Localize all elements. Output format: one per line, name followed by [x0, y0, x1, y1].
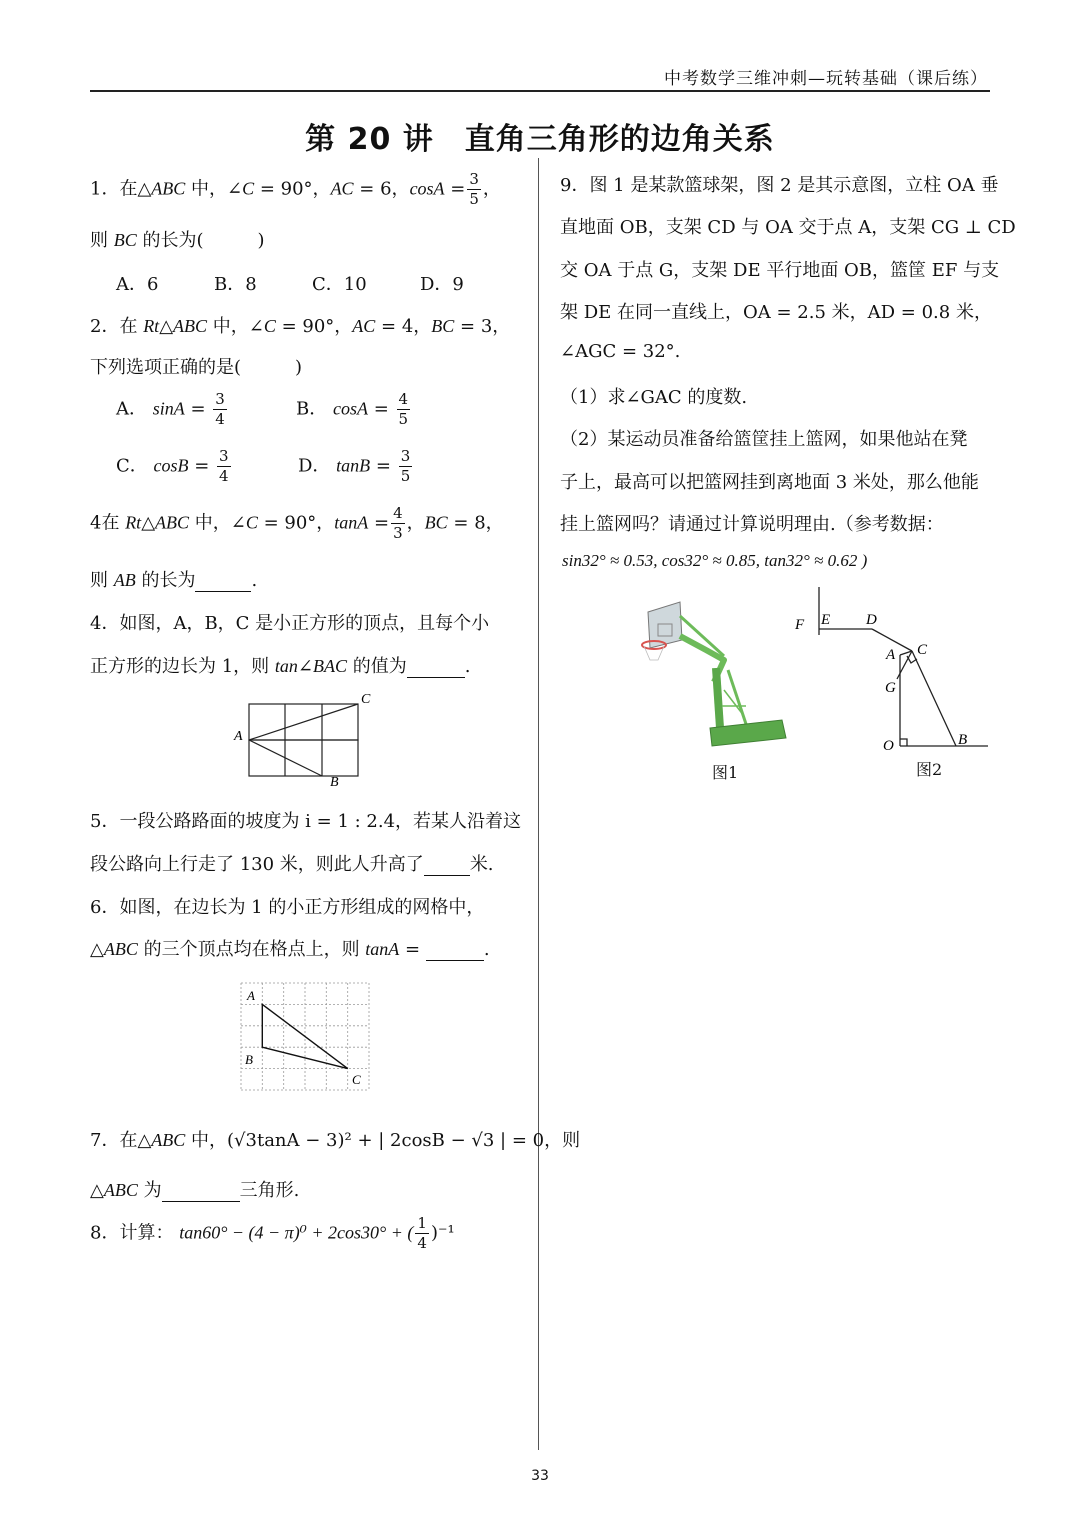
q7-line2: △ABC 为 三角形.: [90, 1180, 300, 1201]
fig2-label-a: A: [886, 647, 896, 663]
q4-line2: 正方形的边长为 1，则 tan∠BAC 的值为 .: [90, 656, 471, 677]
q5-line1: 5．一段公路路面的坡度为 i = 1 : 2.4，若某人沿着这: [90, 811, 522, 832]
q9-line4: 架 DE 在同一直线上，OA = 2.5 米，AD = 0.8 米，: [560, 302, 992, 323]
q1-fraction: $\frac{3}{5}$: [469, 170, 479, 208]
q9-figure1-basketball-stand: [636, 598, 796, 750]
q2-option-c: C． cosB = $\frac{3}{4}$: [116, 447, 229, 485]
q6-grid-figure: [238, 980, 374, 1092]
q9-line3: 交 OA 于点 G，支架 DE 平行地面 OB，篮筐 EF 与支: [560, 260, 1000, 281]
q9-figure2-caption: 图2: [916, 760, 943, 779]
q9-line5: ∠AGC = 32°.: [560, 341, 681, 362]
q9-part2-line3: 挂上篮网吗？请通过计算说明理由.（参考数据：: [560, 514, 944, 535]
q9-part1: （1）求∠GAC 的度数.: [560, 387, 748, 408]
q5-line2: 段公路向上行走了 130 米，则此人升高了 米.: [90, 854, 494, 875]
fig2-label-o: O: [883, 738, 894, 754]
q2-option-b: B． cosA = $\frac{4}{5}$: [296, 390, 409, 428]
q4-segment-ac: [249, 704, 358, 740]
q6-label-c: C: [352, 1072, 361, 1087]
lesson-title: 第 20 讲 直角三角形的边角关系: [305, 122, 775, 157]
header-rule: [90, 90, 990, 92]
segment-cb: [912, 651, 956, 746]
q9-line1: 9．图 1 是某款篮球架，图 2 是其示意图，立柱 OA 垂: [560, 175, 999, 196]
q6-line2: △ABC 的三个顶点均在格点上，则 tanA = .: [90, 939, 490, 960]
q6-label-a: A: [247, 988, 255, 1003]
q2-line1: 2．在 Rt△ABC 中，∠C = 90°，AC = 4，BC = 3，: [90, 316, 511, 337]
q9-part2-line1: （2）某运动员准备给篮筐挂上篮网，如果他站在凳: [560, 429, 968, 450]
support-pole: [716, 668, 720, 728]
q4-label-b: B: [330, 775, 339, 790]
q4-label-a: A: [234, 729, 243, 744]
q9-line2: 直地面 OB，支架 CD 与 OA 交于点 A，支架 CG ⊥ CD: [560, 217, 1016, 238]
q2-line2: 下列选项正确的是( ): [90, 357, 303, 378]
q1-line1: 1．在△ABC 中，∠C = 90°，AC = 6，cosA = $\frac{3}{5}$ ，: [90, 170, 501, 208]
q4-line1: 4．如图，A，B，C 是小正方形的顶点，且每个小: [90, 613, 490, 634]
q2-option-d: D． tanB = $\frac{3}{5}$: [298, 447, 411, 485]
q3-line2: 则 AB 的长为 .: [90, 570, 258, 591]
q1-option-a: A．6: [116, 274, 159, 295]
q1-option-c: C．10: [312, 274, 367, 295]
q2-option-a: A． sinA = $\frac{3}{4}$: [116, 390, 225, 428]
column-divider: [538, 158, 539, 1450]
q6-label-b: B: [245, 1052, 253, 1067]
q9-figure1-caption: 图1: [712, 763, 739, 782]
q1-line2: 则 BC 的长为( ): [90, 230, 265, 251]
q6-line1: 6．如图，在边长为 1 的小正方形组成的网格中，: [90, 897, 485, 918]
fig2-label-e: E: [821, 612, 831, 628]
fig2-label-g: G: [885, 680, 896, 696]
q9-part2-line2: 子上，最高可以把篮网挂到离地面 3 米处，那么他能: [560, 472, 979, 493]
fig2-label-d: D: [866, 612, 877, 628]
q6-triangle-abc: [262, 1004, 347, 1068]
segment-cg: [897, 651, 912, 679]
page-number: 33: [531, 1468, 549, 1484]
fig2-label-f: F: [795, 617, 805, 633]
q9-reference-data: sin32° ≈ 0.53, cos32° ≈ 0.85, tan32° ≈ 0.62 ): [562, 551, 868, 570]
running-header: 中考数学三维冲刺—玩转基础（课后练）: [664, 69, 988, 89]
q1-option-b: B．8: [214, 274, 257, 295]
q4-bottom-squares: [249, 740, 358, 776]
q8-line: 8．计算： tan60° − (4 − π)⁰ + 2cos30° + ( $\frac{1}{4}$ )⁻¹: [90, 1214, 455, 1252]
q4-label-c: C: [361, 692, 371, 707]
q4-grid-figure: [230, 688, 380, 790]
fig2-label-c: C: [917, 642, 928, 658]
q1-option-d: D．9: [420, 274, 464, 295]
fig2-label-b: B: [958, 732, 968, 748]
q7-line1: 7．在△ABC 中，(√3tanA − 3)² + | 2cosB − √3 | = 0，则: [90, 1130, 581, 1151]
q3-line1: 4在 Rt△ABC 中，∠C = 90°，tanA = $\frac{4}{3}$ ，BC = 8，: [90, 504, 504, 542]
q9-figure2-schematic: [790, 585, 995, 755]
